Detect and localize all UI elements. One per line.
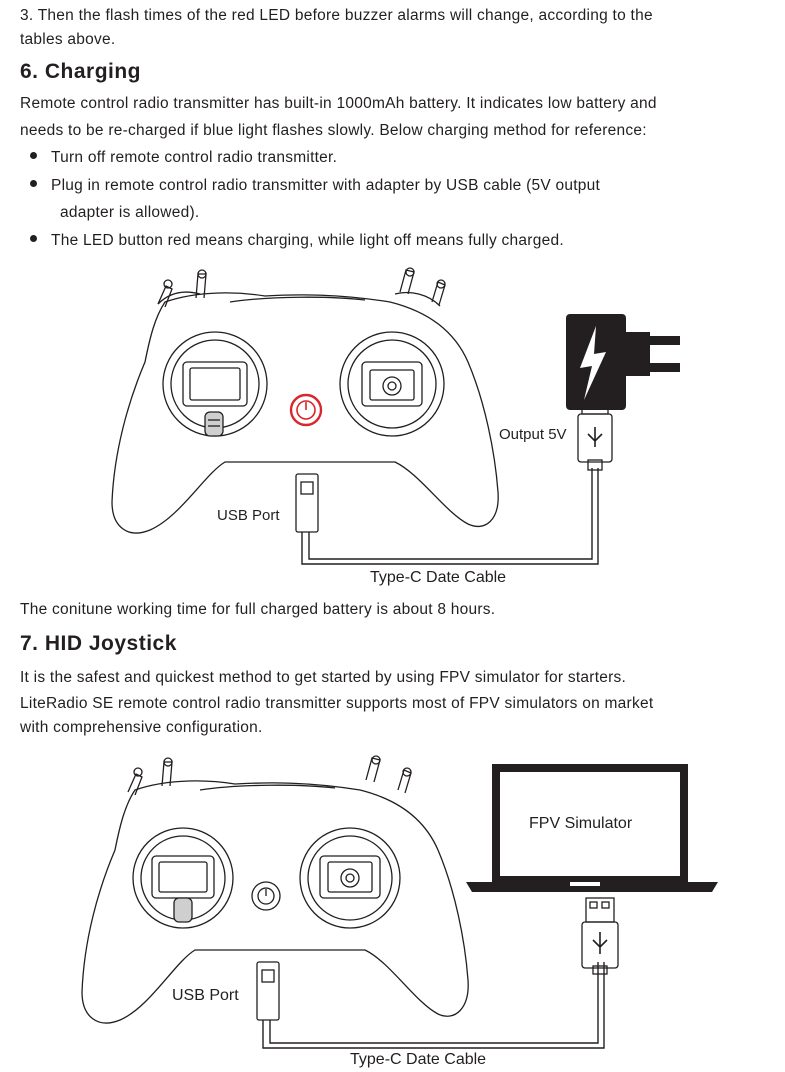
cable-label: Type-C Date Cable — [350, 1051, 487, 1068]
screen-label: FPV Simulator — [529, 815, 633, 832]
power-icon — [291, 395, 321, 425]
output-label: Output 5V — [499, 426, 567, 443]
hid-joystick-figure — [0, 750, 785, 1072]
power-icon — [252, 882, 280, 910]
section-7-para-3: with comprehensive configuration. — [20, 719, 263, 736]
bullet-text: Plug in remote control radio transmitter with adapter by USB cable (5V output — [51, 177, 601, 194]
bullet-item-1 — [30, 146, 337, 170]
section-6-heading: 6. Charging — [20, 60, 142, 83]
section-6-footer: The conitune working time for full charged battery is about 8 hours. — [20, 601, 496, 618]
bullet-icon — [30, 235, 37, 242]
intro-line-2: tables above. — [20, 31, 116, 48]
bullet-icon — [30, 180, 37, 187]
section-6-para-1: Remote control radio transmitter has built-in 1000mAh battery. It indicates low battery and — [20, 95, 657, 112]
section-6-para-2: needs to be re-charged if blue light flashes slowly. Below charging method for reference: — [20, 122, 647, 139]
bullet-text: Turn off remote control radio transmitter. — [51, 149, 338, 166]
section-7-para-2: LiteRadio SE remote control radio transmitter supports most of FPV simulators on market — [20, 695, 654, 712]
usb-icon — [582, 898, 618, 974]
usb-port-label: USB Port — [172, 987, 239, 1004]
bullet-item-2-continuation: adapter is allowed). — [60, 204, 200, 221]
controller-icon — [82, 756, 468, 1023]
section-7-para-1: It is the safest and quickest method to get started by using FPV simulator for starters. — [20, 669, 627, 686]
cable-label: Type-C Date Cable — [370, 569, 507, 586]
bullet-icon — [30, 152, 37, 159]
bullet-text: The LED button red means charging, while light off means fully charged. — [51, 232, 564, 249]
power-adapter-icon — [566, 314, 680, 410]
charging-figure — [0, 262, 785, 592]
usb-port-label: USB Port — [217, 507, 280, 524]
intro-line-1: 3. Then the flash times of the red LED before buzzer alarms will change, according to the — [20, 7, 653, 24]
bullet-item-3 — [30, 229, 564, 253]
section-7-heading: 7. HID Joystick — [20, 632, 177, 655]
bullet-item-2 — [30, 174, 600, 198]
